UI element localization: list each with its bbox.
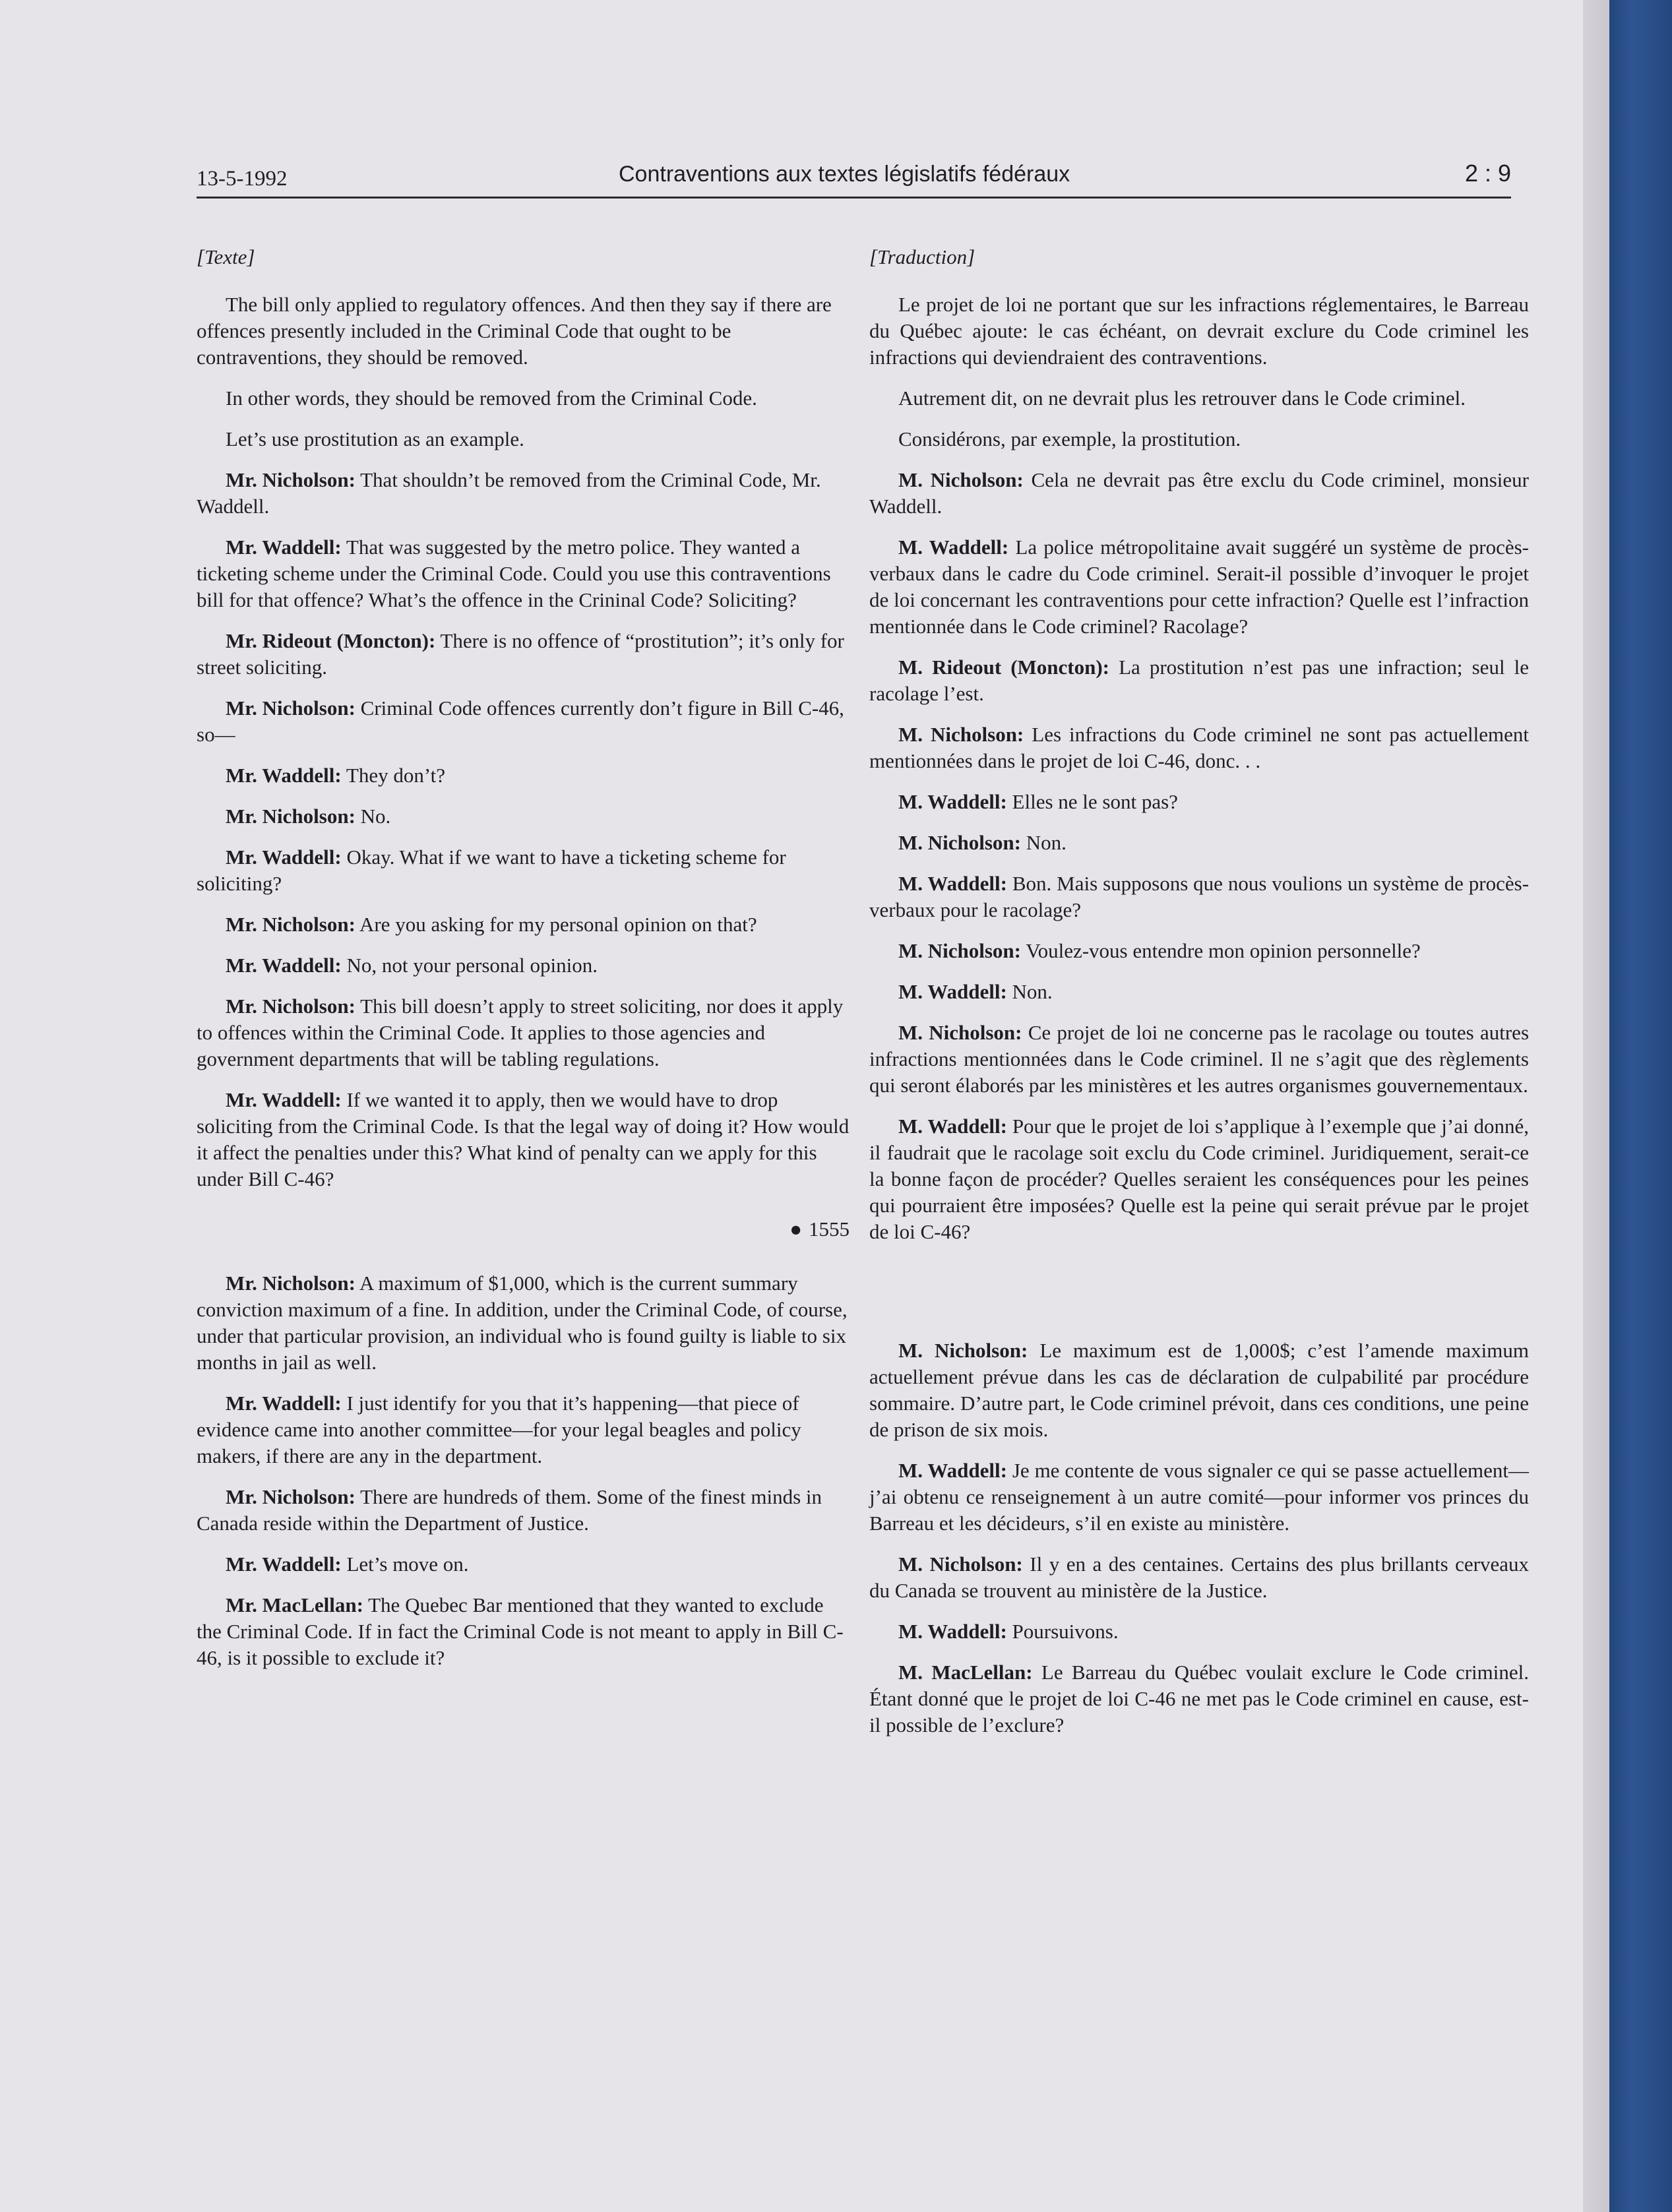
paragraph-text: Ce projet de loi ne concerne pas le racolage ou toutes autres infractions mentionnées dans le Code criminel. Il ne s’agit que des règlements qui seront élaborés par les ministères et les autres organismes gouvernementaux.: [869, 1021, 1530, 1097]
speaker-name: M. Nicholson:: [898, 939, 1021, 962]
speaker-name: Mr. Waddell:: [226, 764, 342, 787]
english-paragraphs-after-marker: [197, 1270, 850, 1671]
transcript-paragraph: [869, 385, 1529, 412]
transcript-paragraph: [197, 1551, 850, 1578]
paragraph-text: They don’t?: [346, 764, 445, 787]
transcript-paragraph: [869, 979, 1529, 1005]
paragraph-text: I just identify for you that it’s happening—that piece of evidence came into another committee—for your legal beagles and policy makers, if there are any in the department.: [197, 1392, 801, 1467]
paragraph-text: Voulez-vous entendre mon opinion personnelle?: [1026, 939, 1421, 962]
speaker-name: Mr. Nicholson:: [226, 696, 356, 720]
paragraph-text: Autrement dit, on ne devrait plus les retrouver dans le Code criminel.: [898, 386, 1466, 410]
speaker-name: Mr. MacLellan:: [226, 1593, 363, 1616]
speaker-name: M. Nicholson:: [898, 468, 1024, 491]
paragraph-text: Are you asking for my personal opinion on that?: [359, 913, 757, 936]
french-paragraphs-after-marker: [869, 1337, 1529, 1738]
paragraph-text: Okay. What if we want to have a ticketing scheme for soliciting?: [197, 845, 786, 895]
paragraph-text: Je me contente de vous signaler ce qui se passe actuellement—j’ai obtenu ce renseignement à un autre comité—pour informer vos princes du Barreau et les décideurs, s’il en existe au ministère.: [869, 1459, 1529, 1535]
transcript-paragraph: [197, 467, 850, 520]
transcript-paragraph: [197, 1484, 850, 1537]
transcript-paragraph: [197, 952, 850, 979]
speaker-name: Mr. Waddell:: [226, 845, 342, 869]
speaker-name: Mr. Nicholson:: [226, 805, 356, 828]
paragraph-text: Elles ne le sont pas?: [1012, 790, 1178, 813]
transcript-paragraph: [869, 1113, 1529, 1245]
transcript-paragraph: [869, 467, 1529, 520]
transcript-paragraph: [197, 762, 850, 789]
speaker-name: M. Waddell:: [898, 872, 1007, 895]
speaker-name: Mr. Nicholson:: [226, 913, 356, 936]
paragraph-text: That was suggested by the metro police. They wanted a ticketing scheme under the Criminal Code. Could you use this contraventions bill for that offence? What’s the offence in the Crininal Code? Soliciting?: [197, 536, 831, 611]
transcript-paragraph: [197, 844, 850, 897]
transcript-paragraph: [197, 292, 850, 371]
speaker-name: M. Waddell:: [898, 1115, 1007, 1138]
speaker-name: M. Nicholson:: [898, 723, 1024, 746]
speaker-name: M. MacLellan:: [898, 1661, 1033, 1684]
transcript-paragraph: [197, 385, 850, 412]
transcript-paragraph: [869, 534, 1529, 640]
paragraph-text: Considérons, par exemple, la prostitution.: [898, 427, 1241, 450]
speaker-name: Mr. Waddell:: [226, 1552, 342, 1576]
transcript-paragraph: [197, 695, 850, 748]
transcript-paragraph: [197, 426, 850, 452]
english-paragraphs: [197, 292, 850, 1192]
transcript-paragraph: [869, 871, 1529, 923]
speaker-name: M. Nicholson:: [898, 1552, 1023, 1576]
transcript-paragraph: [197, 911, 850, 938]
paragraph-text: The Quebec Bar mentioned that they wanted to exclude the Criminal Code. If in fact the Criminal Code is not meant to apply in Bill C-46, is it possible to exclude it?: [197, 1593, 844, 1669]
paragraph-text: No.: [360, 805, 391, 828]
paragraph-text: Criminal Code offences currently don’t figure in Bill C-46, so—: [197, 696, 844, 746]
book-binding: [1599, 0, 1672, 2212]
header-title: Contraventions aux textes législatifs fédéraux: [619, 162, 1070, 187]
paragraph-text: Cela ne devrait pas être exclu du Code criminel, monsieur Waddell.: [869, 468, 1529, 518]
paragraph-text: Pour que le projet de loi s’applique à l’exemple que j’ai donné, il faudrait que le racolage soit exclu du Code criminel. Juridiquement, serait-ce la bonne façon de procéder? Quelles seraient les conséquences pour les peines qui pourraient être imposées? Quelle est la peine qui serait prévue par le projet de loi C-46?: [869, 1115, 1529, 1243]
french-language-label: [Traduction]: [869, 245, 975, 268]
paragraph-text: Let’s use prostitution as an example.: [226, 427, 524, 450]
transcript-paragraph: [197, 993, 850, 1072]
speaker-name: Mr. Waddell:: [226, 536, 342, 559]
transcript-paragraph: [869, 830, 1529, 856]
paragraph-text: The bill only applied to regulatory offences. And then they say if there are offences presently included in the Criminal Code that ought to be contraventions, they should be removed.: [197, 293, 832, 369]
transcript-paragraph: [869, 789, 1529, 815]
transcript-paragraph: [197, 803, 850, 830]
paragraph-text: Les infractions du Code criminel ne sont pas actuellement mentionnées dans le projet de loi C-46, donc. . .: [869, 723, 1530, 772]
transcript-paragraph: [869, 722, 1529, 774]
speaker-name: Mr. Waddell:: [226, 1392, 342, 1415]
speaker-name: M. Waddell:: [898, 790, 1007, 813]
paragraph-text: That shouldn’t be removed from the Criminal Code, Mr. Waddell.: [197, 468, 821, 518]
transcript-paragraph: [869, 1458, 1529, 1537]
paragraph-text: Le Barreau du Québec voulait exclure le Code criminel. Étant donné que le projet de loi C-46 ne met pas le Code criminel en cause, est-il possible de l’exclure?: [869, 1661, 1530, 1736]
speaker-name: M. Nicholson:: [898, 1021, 1022, 1044]
transcript-paragraph: [869, 1337, 1529, 1443]
transcript-paragraph: [869, 1020, 1529, 1099]
english-column: [197, 244, 850, 1686]
paragraph-text: Let’s move on.: [346, 1552, 469, 1576]
transcript-paragraph: [869, 1659, 1529, 1738]
header-date: 13-5-1992: [197, 167, 288, 191]
paragraph-text: In other words, they should be removed from the Criminal Code.: [226, 386, 757, 410]
paragraph-text: Le maximum est de 1,000$; c’est l’amende maximum actuellement prévue dans les cas de déclaration de culpabilité par procédure sommaire. D’autre part, le Code criminel prévoit, dans ces conditions, une peine de prison de six mois.: [869, 1339, 1530, 1441]
speaker-name: M. Nicholson:: [898, 1339, 1028, 1362]
paragraph-text: Non.: [1012, 980, 1053, 1003]
french-column: [869, 244, 1529, 1753]
speaker-name: M. Nicholson:: [898, 831, 1021, 854]
paragraph-text: A maximum of $1,000, which is the current summary conviction maximum of a fine. In addition, under the Criminal Code, of course, under that particular provision, an individual who is found guilty is liable to six months in jail as well.: [197, 1272, 848, 1374]
paragraph-text: Le projet de loi ne portant que sur les infractions réglementaires, le Barreau du Québec ajoute: le cas échéant, on devrait exclure du Code criminel les infractions qui deviendraient des contraventions.: [869, 293, 1529, 369]
speaker-name: M. Waddell:: [898, 536, 1009, 559]
paragraph-text: This bill doesn’t apply to street soliciting, nor does it apply to offences within the Criminal Code. It applies to those agencies and government departments that will be tabling regulations.: [197, 995, 844, 1070]
transcript-paragraph: [197, 1390, 850, 1469]
paragraph-text: La police métropolitaine avait suggéré un système de procès-verbaux dans le cadre du Code criminel. Serait-il possible d’invoquer le projet de loi concernant les contraventions pour cette infraction? Quelle est l’infraction mentionnée dans le Code criminel? Racolage?: [869, 536, 1530, 638]
french-spacer: [869, 1260, 1529, 1337]
time-marker: [197, 1216, 850, 1243]
transcript-paragraph: [197, 1087, 850, 1192]
paragraph-text: If we wanted it to apply, then we would have to drop soliciting from the Criminal Code. Is that the legal way of doing it? How would it affect the penalties under this? What kind of penalty can we apply for this under Bill C-46?: [197, 1088, 850, 1190]
speaker-name: Mr. Nicholson:: [226, 1485, 356, 1508]
header-page-number: 2 : 9: [1464, 160, 1511, 187]
transcript-paragraph: [197, 1592, 850, 1671]
transcript-paragraph: [197, 628, 850, 681]
time-marker-value: 1555: [809, 1217, 850, 1241]
transcript-paragraph: [197, 1270, 850, 1376]
speaker-name: Mr. Nicholson:: [226, 995, 356, 1018]
paragraph-text: Poursuivons.: [1012, 1620, 1119, 1643]
speaker-name: Mr. Nicholson:: [226, 1272, 356, 1295]
paragraph-text: Bon. Mais supposons que nous voulions un système de procès-verbaux pour le racolage?: [869, 872, 1530, 921]
french-paragraphs: [869, 292, 1529, 1245]
transcript-paragraph: [869, 1618, 1529, 1645]
speaker-name: M. Rideout (Moncton):: [898, 656, 1110, 679]
speaker-name: M. Waddell:: [898, 1459, 1007, 1482]
speaker-name: M. Waddell:: [898, 980, 1007, 1003]
speaker-name: Mr. Nicholson:: [226, 468, 356, 491]
paragraph-text: Il y en a des centaines. Certains des plus brillants cerveaux du Canada se trouvent au ministère de la Justice.: [869, 1552, 1530, 1602]
paragraph-text: There are hundreds of them. Some of the finest minds in Canada reside within the Department of Justice.: [197, 1485, 822, 1535]
paragraph-text: No, not your personal opinion.: [346, 954, 598, 977]
transcript-paragraph: [197, 534, 850, 613]
running-header: [197, 157, 1511, 199]
paragraph-text: Non.: [1026, 831, 1067, 854]
speaker-name: Mr. Waddell:: [226, 1088, 342, 1111]
speaker-name: M. Waddell:: [898, 1620, 1007, 1643]
paragraph-text: La prostitution n’est pas une infraction; seul le racolage l’est.: [869, 656, 1529, 705]
transcript-paragraph: [869, 292, 1529, 371]
transcript-paragraph: [869, 426, 1529, 452]
transcript-paragraph: [869, 1551, 1529, 1604]
paragraph-text: There is no offence of “prostitution”; it’s only for street soliciting.: [197, 629, 844, 679]
transcript-paragraph: [869, 654, 1529, 707]
english-language-label: [Texte]: [197, 245, 255, 268]
speaker-name: Mr. Waddell:: [226, 954, 342, 977]
speaker-name: Mr. Rideout (Moncton):: [226, 629, 436, 652]
bullet-icon: ●: [790, 1217, 802, 1241]
transcript-paragraph: [869, 938, 1529, 964]
